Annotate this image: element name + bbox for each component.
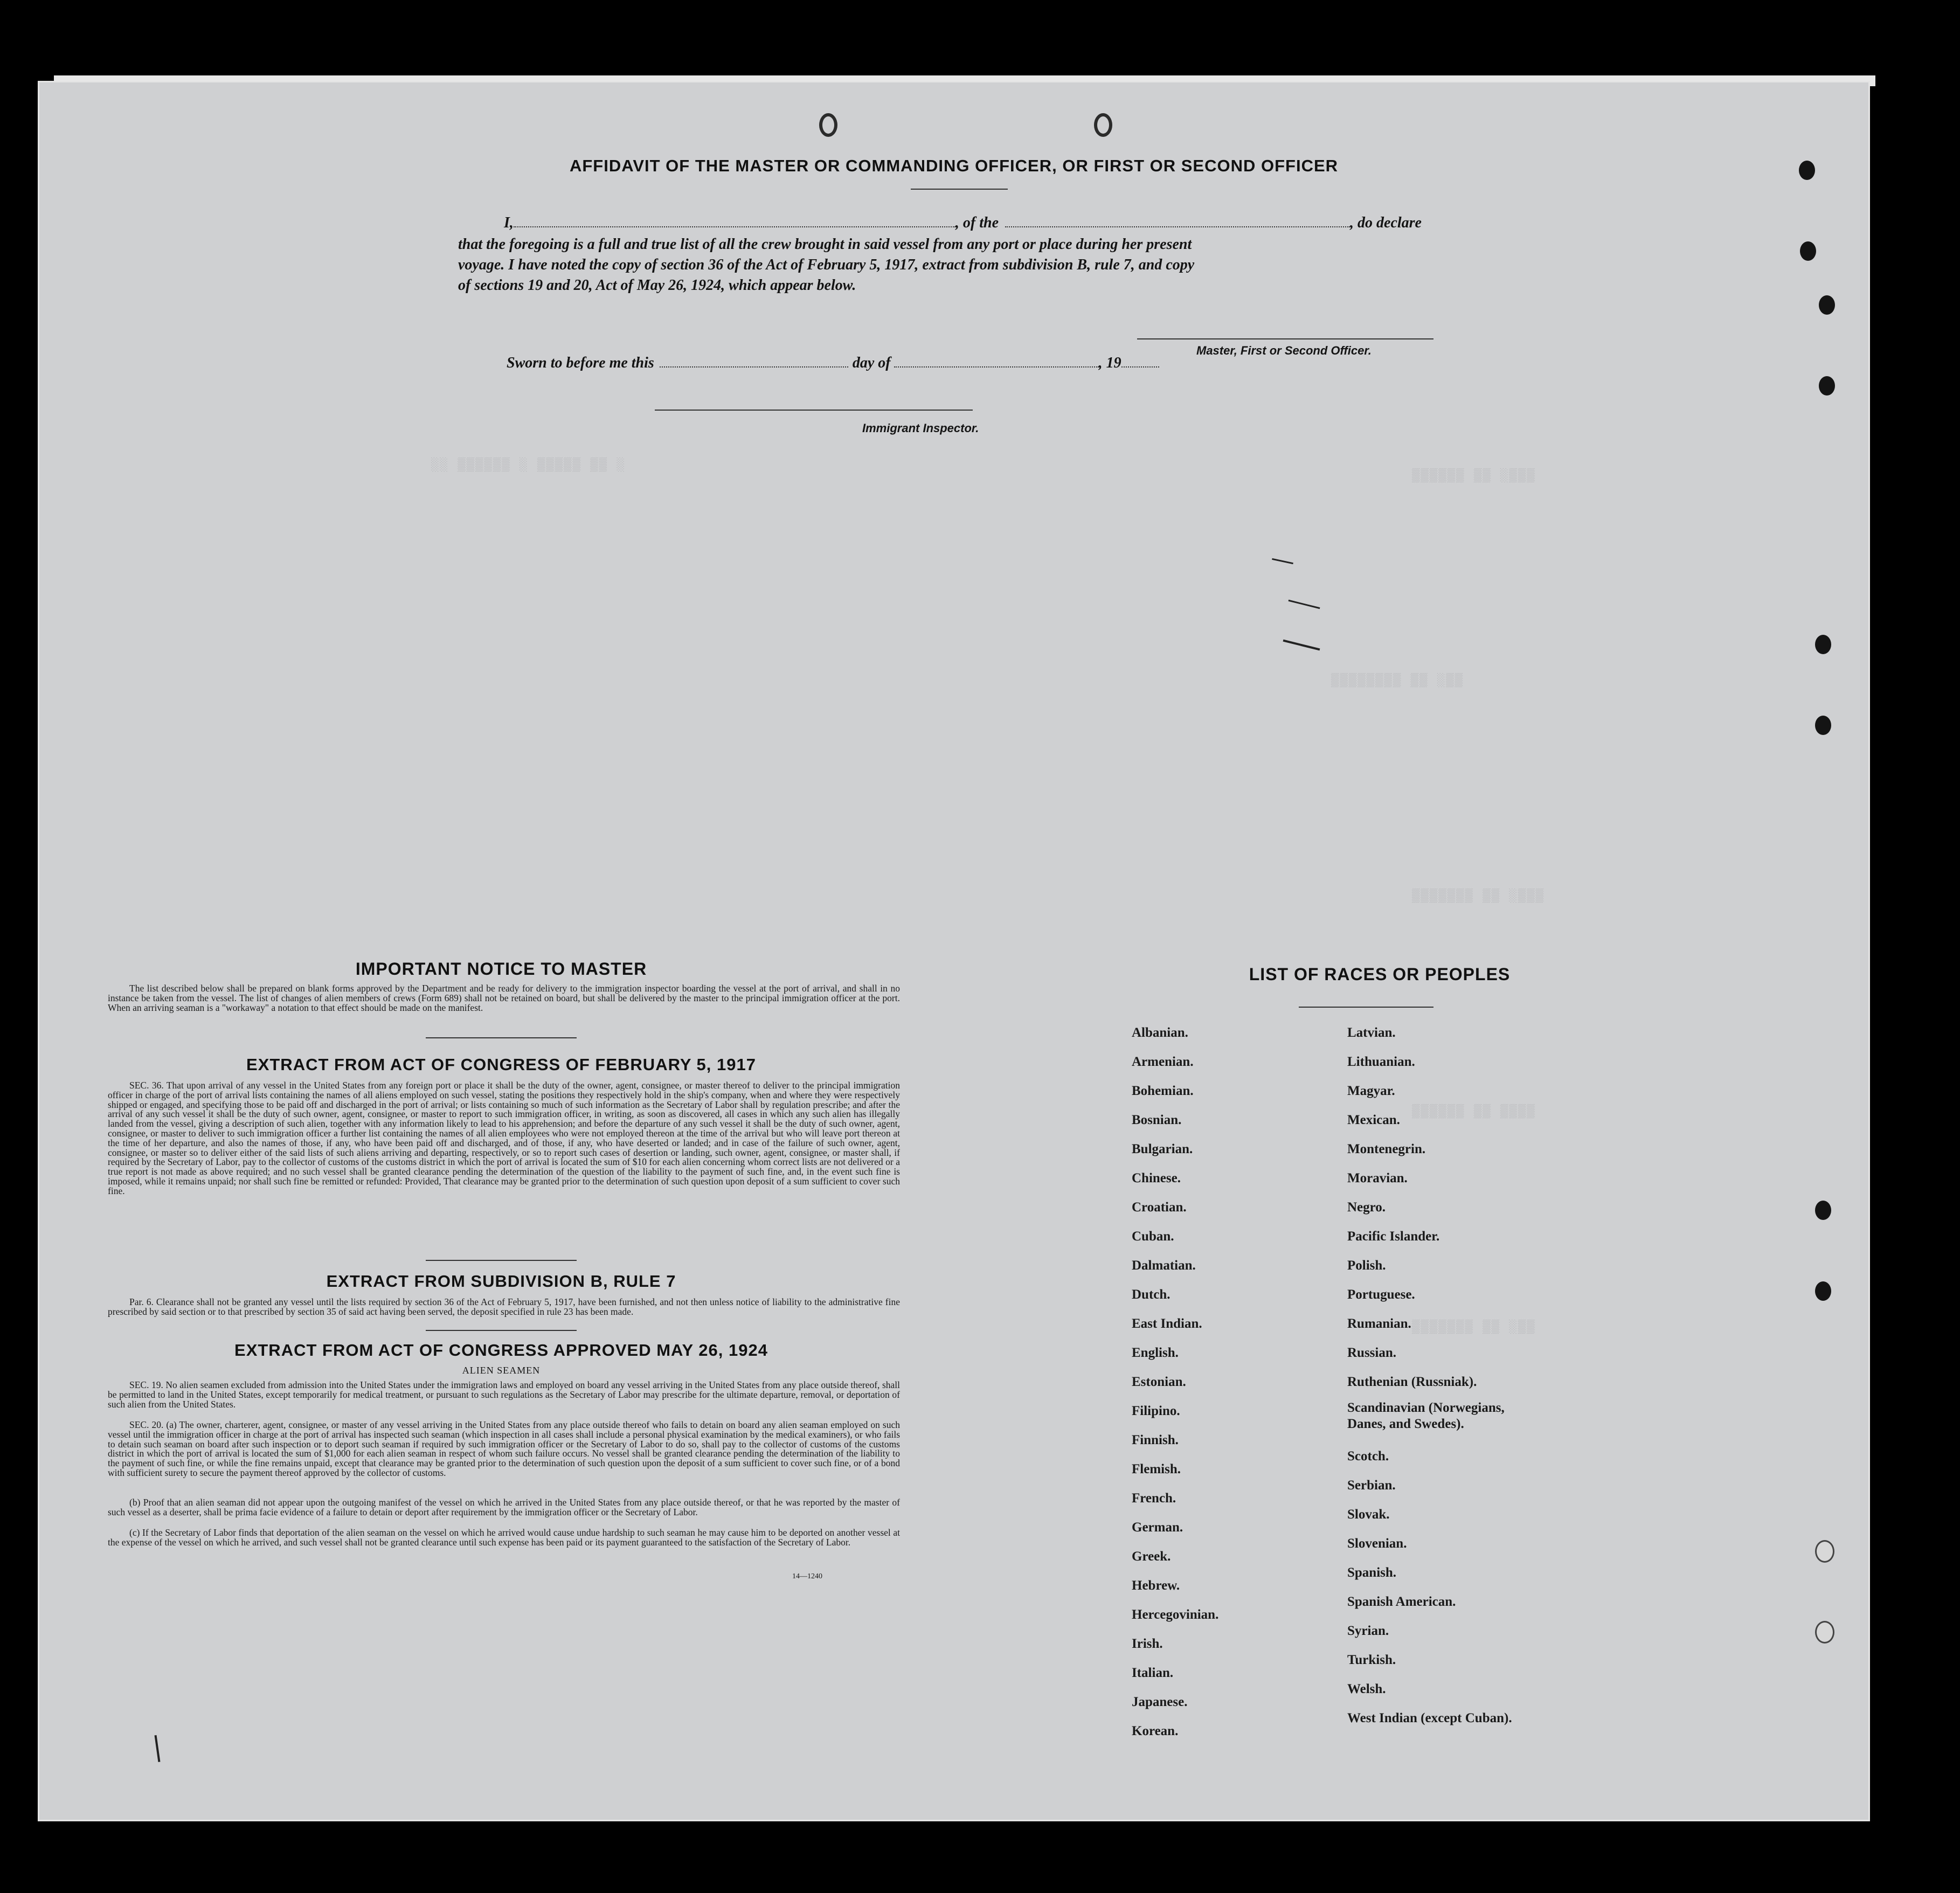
day-of-label: day of [852,355,891,371]
race-item: Scotch. [1347,1449,1389,1464]
race-item: Syrian. [1347,1624,1389,1638]
race-item: Filipino. [1132,1404,1180,1418]
race-item: Bulgarian. [1132,1142,1193,1156]
race-item: Chinese. [1132,1171,1181,1185]
bleed-through-text: ▒▒▒▒▒▒▒ ▒▒ ░▒▒▒ [1412,889,1545,904]
race-item: Hercegovinian. [1132,1607,1219,1622]
affidavit-line-3: voyage. I have noted the copy of section 36 of the Act of February 5, 1917, extract from subdivision B, rule 7, and copy [458,256,1195,273]
binder-ring-left [819,113,837,137]
notice-body: The list described below shall be prepared on blank forms approved by the Department and be ready for delivery to the immigration inspector boarding the vessel at the port of arrival, and shall in no instance be taken from the vessel. The list of changes of alien members of crews (Form 689) shall not be retained on board, but shall be delivered by the master to the principal immigration officer at the port. When an arriving seaman is a "workaway" a notation to that effect should be made on the manifest. [108,983,900,1013]
race-item: Negro. [1347,1200,1386,1215]
section-20c: (c) If the Secretary of Labor finds that deportation of the alien seaman on the vessel on which he arrived would cause undue hardship to such seaman he may cause him to be deported on another vessel at the expense of the vessel on which he arrived, and such vessel shall not be granted clearance until such expense has been paid or its payment guaranteed to the satisfaction of the Secretary of Labor. [108,1527,900,1548]
rule-7-title: EXTRACT FROM SUBDIVISION B, RULE 7 [326,1272,676,1291]
race-item: Korean. [1132,1724,1179,1738]
manifest-page [38,81,1870,1821]
rule-7-rule [426,1330,577,1331]
punch-hole [1815,1281,1831,1301]
race-item: Turkish. [1347,1653,1396,1667]
form-number: 14—1240 [792,1572,822,1580]
race-item: Bohemian. [1132,1084,1194,1098]
inspector-signature-line[interactable] [655,410,973,411]
affidavit-line-2: that the foregoing is a full and true list of all the crew brought in said vessel from any port or place during her present [458,236,1192,253]
race-item: Ruthenian (Russniak). [1347,1375,1477,1389]
title-rule [911,189,1008,190]
vessel-blank[interactable] [1005,226,1350,227]
inspector-label: Immigrant Inspector. [862,421,979,435]
race-item: Estonian. [1132,1375,1186,1389]
sworn-day-blank[interactable] [660,366,848,367]
punch-hole [1819,376,1835,396]
race-item: Serbian. [1347,1478,1396,1493]
race-item: Montenegrin. [1347,1142,1426,1156]
extract-1917-body: SEC. 36. That upon arrival of any vessel in the United States from any foreign port or place it shall be the duty of the owner, agent, consignee, or master thereof to deliver to the principal immigration officer in charge of the port of arrival lists containing the names of all aliens employed on such vessel, stating the positions they respectively hold in the ship's company, when and where they were respectively shipped or engaged, and specifying those to be paid off and discharged in the port of arrival; or lists containing so much of such information as the Secretary of Labor shall by regulation prescribe; and after the arrival of any such vessel it shall be the duty of such owner, agent, consignee, or master to report to such immigration officer, in writing, as soon as discovered, all cases in which any such alien has illegally landed from the vessel, giving a description of such alien, together with any information likely to lead to his apprehension; and before the departure of any such vessel it shall be the duty of such owner, agent, consignee, or master to deliver to such immigration officer a further list containing the names of all alien employees who were not employed thereon at the time of the arrival but who will leave port thereon at the time of her departure, and also the names of those, if any, who have been paid off and discharged, and of those, if any, who have deserted or landed; and in case of the failure of such owner, agent, consignee, or master so to deliver either of the said lists of such aliens arriving and departing, respectively, or so to report such cases of desertion or landing, such owner, agent, consignee, or master shall, if required by the Secretary of Labor, pay to the collector of customs of the customs district in which the port of arrival is located the sum of $10 for each alien concerning whom correct lists are not delivered or a true report is not made as above required; and no such vessel shall be granted clearance pending the determination of the question of the liability to the payment of such fine, and, in the event such fine is imposed, while it remains unpaid; nor shall such fine be remitted or refunded: Provided, That clearance may be granted prior to the determination of such question upon deposit of a sum sufficient to cover such fine. [108,1080,900,1196]
race-item: Dutch. [1132,1287,1171,1302]
race-item: Hebrew. [1132,1578,1180,1593]
race-item: Albanian. [1132,1025,1188,1040]
punch-hole [1815,635,1831,654]
race-item: German. [1132,1520,1183,1535]
race-item: Slovak. [1347,1507,1390,1522]
races-left-column [1132,1018,1336,1746]
race-item: East Indian. [1132,1316,1202,1331]
race-item: Spanish American. [1347,1594,1456,1609]
bleed-through-text: ▒▒▒▒▒▒ ▒▒ ▒▒▒▒ [1412,1105,1536,1119]
notice-rule [426,1037,577,1038]
race-item: Croatian. [1132,1200,1187,1215]
race-item: Greek. [1132,1549,1171,1564]
race-item: Cuban. [1132,1229,1174,1244]
race-item: Spanish. [1347,1565,1397,1580]
race-item: Rumanian. [1347,1316,1411,1331]
race-item: Latvian. [1347,1025,1396,1040]
race-item: Polish. [1347,1258,1386,1273]
master-label: Master, First or Second Officer. [1196,344,1372,357]
section-19: SEC. 19. No alien seamen excluded from admission into the United States under the immigration laws and employed on board any vessel arriving in the United States from any place outside thereof, shall be permitted to land in the United States, except temporarily for medical treatment, or pursuant to such regulations as the Secretary of Labor may prescribe for the ultimate departure, removal, or deportation of such alien from the United States. [108,1379,900,1410]
race-item: Welsh. [1347,1682,1386,1696]
bleed-through-text: ▒▒▒▒▒▒▒▒ ▒▒ ░▒▒ [1331,674,1464,688]
race-item: Portuguese. [1347,1287,1415,1302]
race-item: Mexican. [1347,1113,1400,1127]
race-item: Armenian. [1132,1055,1194,1069]
race-item: Flemish. [1132,1462,1181,1476]
race-item: West Indian (except Cuban). [1347,1711,1512,1725]
race-item: French. [1132,1491,1176,1506]
rule-7-body: Par. 6. Clearance shall not be granted any vessel until the lists required by section 36 of the Act of February 5, 1917, have been furnished, and not then unless notice of liability to the administrative fine prescribed by said section or to that prescribed by section 35 of said act having been served, the deposit specified in rule 23 has been made. [108,1296,900,1317]
pen-mark [1272,558,1293,564]
affidavit-line-1 [504,214,1528,232]
pen-mark [155,1735,161,1762]
bleed-through-text: ░░ ▒▒▒▒▒▒ ░ ▒▒▒▒▒ ▒▒ ░ [431,458,626,473]
punch-hole [1815,716,1831,735]
race-item: Slovenian. [1347,1536,1407,1551]
do-declare-label: , do declare [1350,214,1422,231]
notice-title: IMPORTANT NOTICE TO MASTER [355,959,647,979]
name-blank[interactable] [514,226,955,227]
race-item: English. [1132,1346,1179,1360]
race-item: Pacific Islander. [1347,1229,1440,1244]
punch-hole [1815,1540,1834,1563]
section-20b: (b) Proof that an alien seaman did not appear upon the outgoing manifest of the vessel on which he arrived in the United States from any place outside thereof, or that he was reported by the master of such vessel as a deserter, shall be prima facie evidence of a failure to detain or deport after requirement by the immigration officer or the Secretary of Labor. [108,1497,900,1517]
punch-hole [1800,241,1816,261]
race-item: Japanese. [1132,1695,1188,1709]
affidavit-title: AFFIDAVIT OF THE MASTER OR COMMANDING OFFICER, OR FIRST OR SECOND OFFICER [569,156,1339,175]
year-blank[interactable] [1121,366,1159,367]
punch-hole [1815,1621,1834,1644]
race-item: Magyar. [1347,1084,1395,1098]
race-item: Lithuanian. [1347,1055,1415,1069]
affidavit-line-4: of sections 19 and 20, Act of May 26, 1924, which appear below. [458,277,856,294]
i-label: I, [504,214,514,231]
race-item: Irish. [1132,1637,1163,1651]
binder-ring-right [1094,113,1112,137]
race-item: Moravian. [1347,1171,1408,1185]
race-item: Finnish. [1132,1433,1179,1447]
race-item: Italian. [1132,1666,1174,1680]
race-item: Dalmatian. [1132,1258,1196,1273]
punch-hole [1815,1201,1831,1220]
extract-1917-title: EXTRACT FROM ACT OF CONGRESS OF FEBRUARY 5, 1917 [246,1055,756,1074]
pen-mark [1289,600,1320,609]
sworn-month-blank[interactable] [894,366,1099,367]
race-item: Scandinavian (Norwegians, Danes, and Swedes). [1347,1400,1505,1431]
year-label: , 19 [1098,355,1121,371]
races-title: LIST OF RACES OR PEOPLES [1249,965,1511,984]
extract-1917-rule [426,1260,577,1261]
races-rule [1299,1007,1433,1008]
punch-hole [1819,295,1835,315]
race-item: Russian. [1347,1346,1397,1360]
races-right-column [1347,1018,1606,1733]
race-item: Bosnian. [1132,1113,1182,1127]
alien-seamen-subtitle: ALIEN SEAMEN [462,1365,541,1376]
of-the-label: , of the [955,214,999,231]
pen-mark [1283,640,1320,651]
sworn-label: Sworn to before me this [507,355,654,371]
section-20a: SEC. 20. (a) The owner, charterer, agent, consignee, or master of any vessel arriving in the United States from any place outside thereof who fails to detain on board any alien seaman employed on such vessel until the immigration officer in charge at the port of arrival has inspected such seaman (which inspection in all cases shall include a personal physical examination by the medical examiners), or who fails to detain such seaman on board after such inspection or to deport such seaman if required by such immigration officer or the Secretary of Labor to do so, shall pay to the collector of customs of the customs district in which the port of arrival is located the sum of $1,000 for each alien seaman in respect of whom such failure occurs. No vessel shall be granted clearance pending the determination of the liability to the payment of such fine, or while the fine remains unpaid, except that clearance may be granted prior to the determination of such question upon the deposit of a sum sufficient to cover such fine, or of a bond with sufficient surety to secure the payment thereof approved by the collector of customs. [108,1419,900,1478]
extract-1924-title: EXTRACT FROM ACT OF CONGRESS APPROVED MAY 26, 1924 [234,1341,768,1360]
bleed-through-text: ▒▒▒▒▒▒▒ ▒▒ ░▒▒ [1412,1320,1536,1335]
sworn-line [507,355,1159,372]
bleed-through-text: ▒▒▒▒▒▒ ▒▒ ░▒▒▒ [1412,469,1536,483]
master-signature-line[interactable] [1137,338,1433,339]
